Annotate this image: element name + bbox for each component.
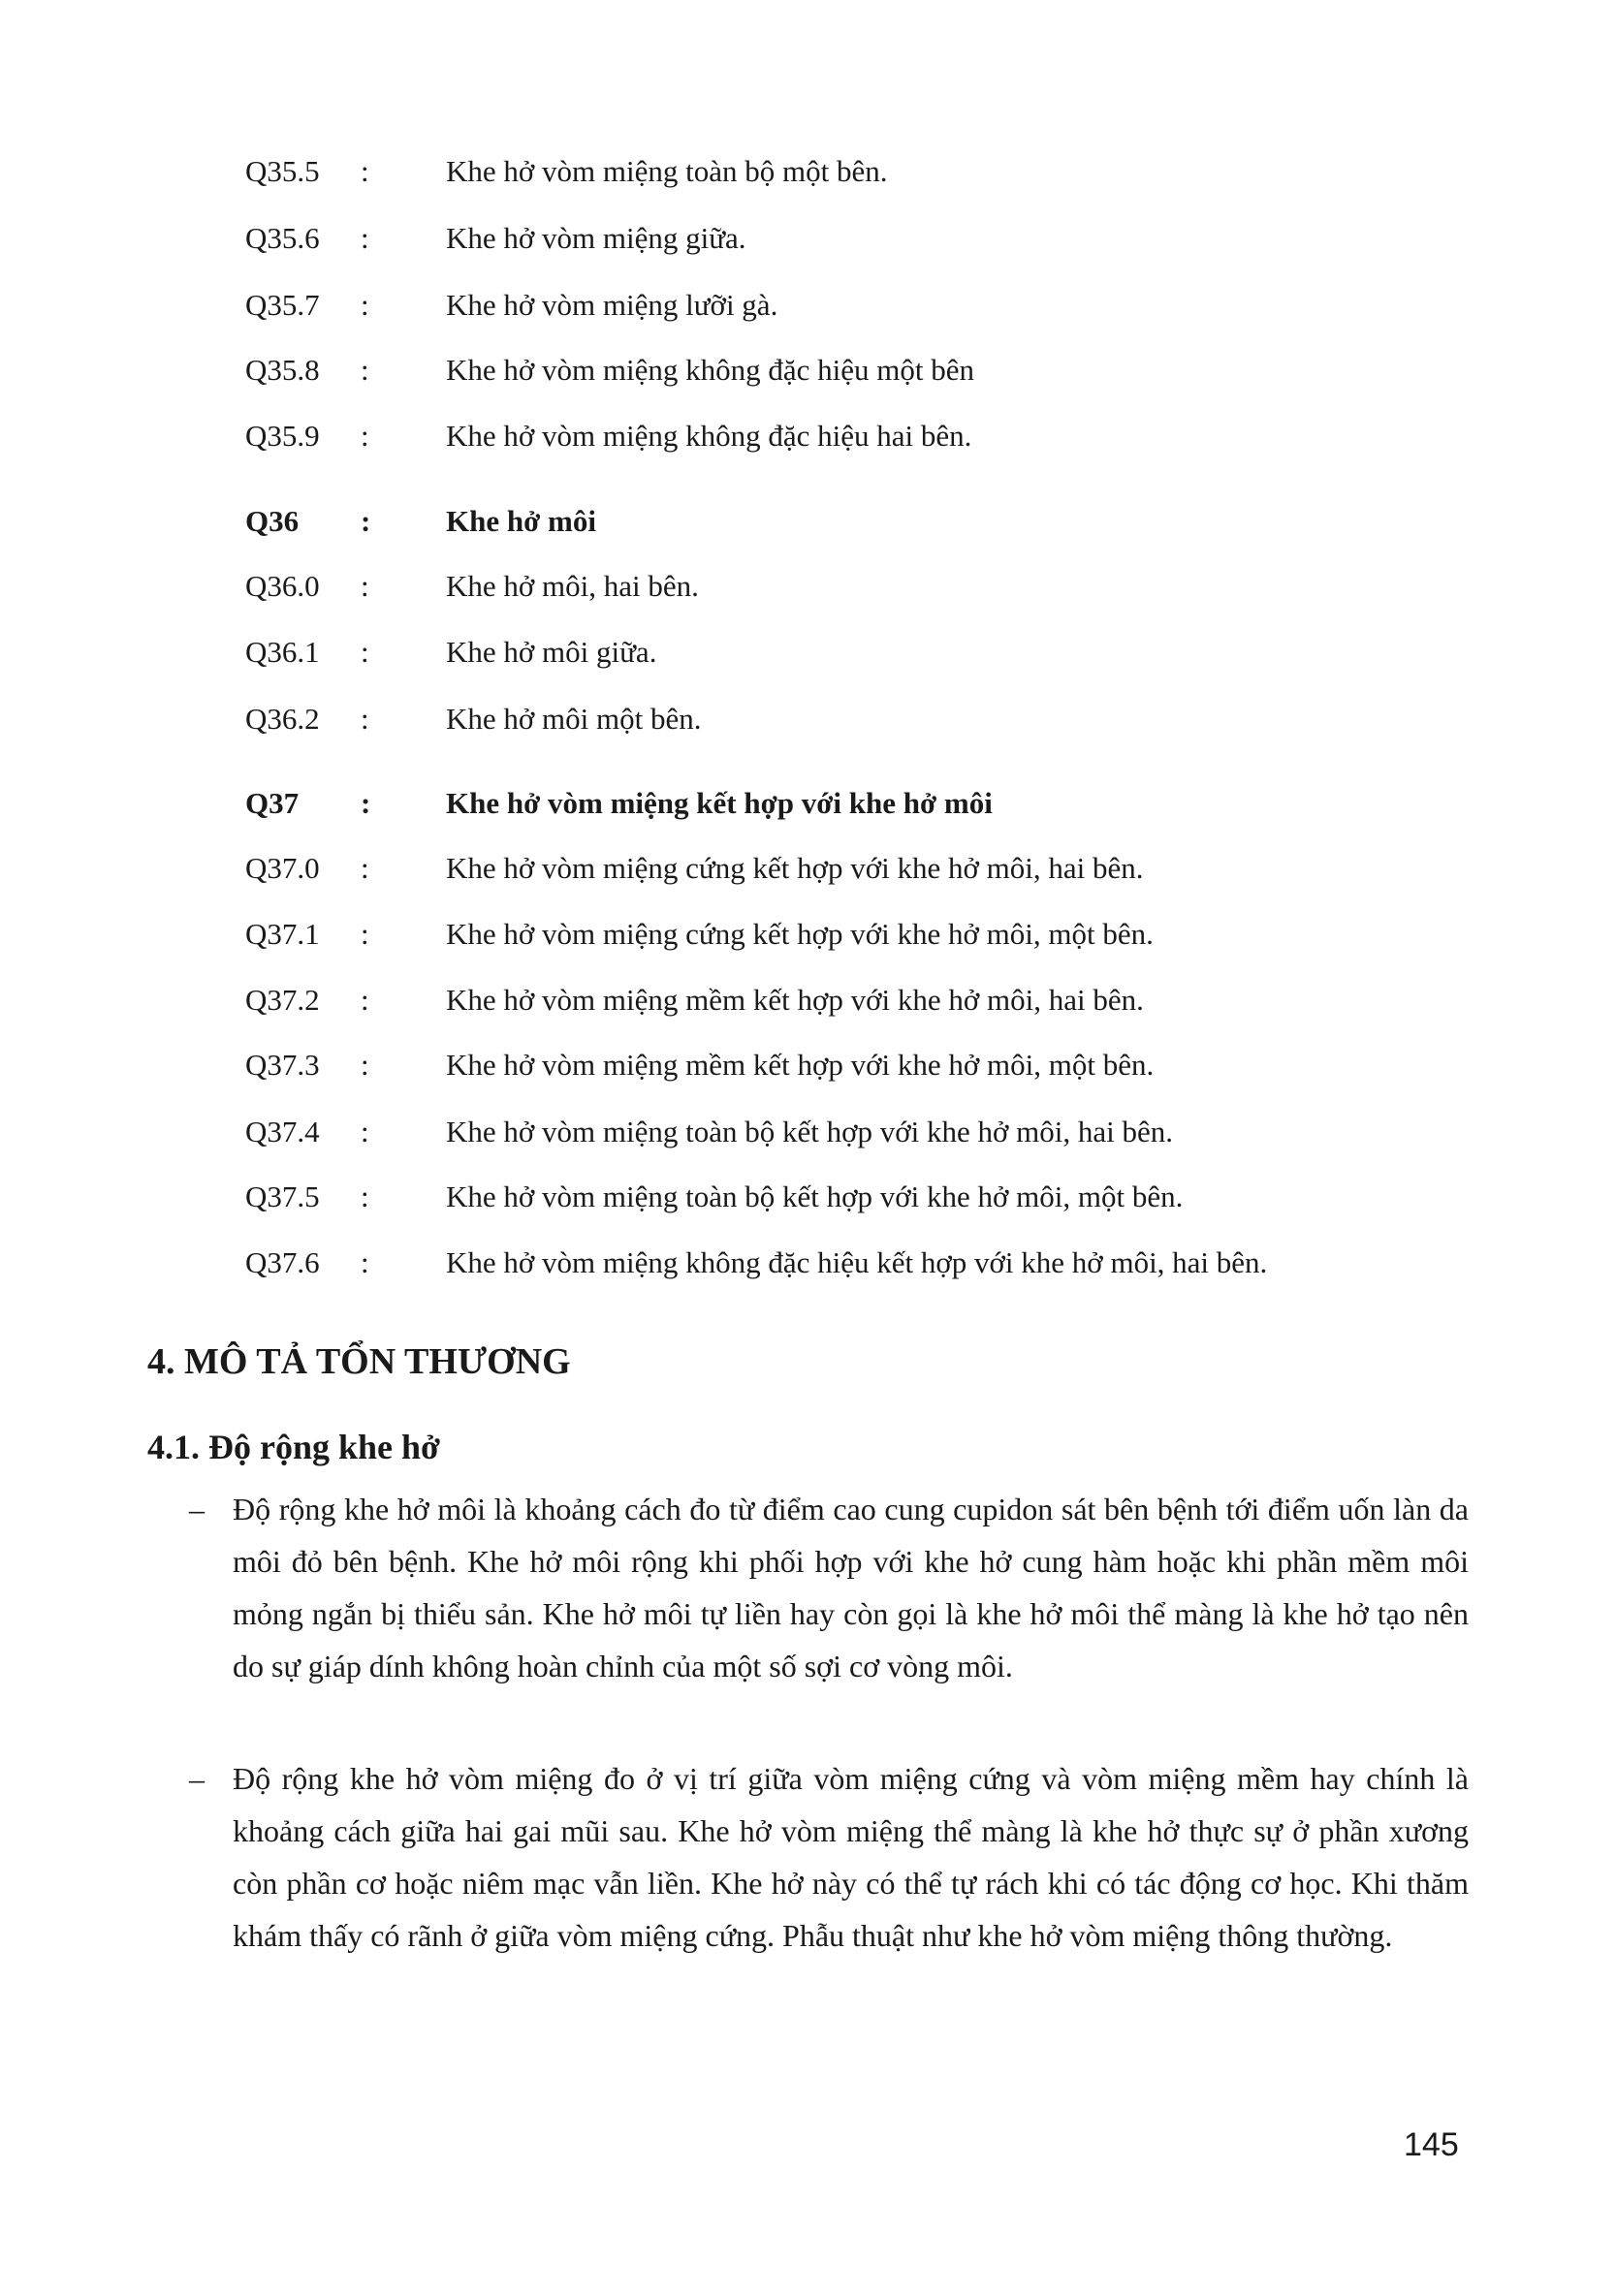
code-colon: : bbox=[361, 851, 369, 885]
bullet-paragraph bbox=[189, 1752, 1469, 1962]
code-colon: : bbox=[361, 1048, 369, 1082]
code-colon: : bbox=[361, 353, 369, 387]
code-label: Q37.3 bbox=[245, 1048, 320, 1082]
code-label: Q35.5 bbox=[245, 154, 320, 188]
code-description: Khe hở vòm miệng giữa. bbox=[446, 221, 746, 255]
code-colon: : bbox=[361, 288, 369, 322]
bullet-dash: – bbox=[189, 1492, 205, 1526]
code-colon: : bbox=[361, 702, 369, 736]
code-label: Q37.5 bbox=[245, 1179, 320, 1213]
code-label: Q36.2 bbox=[245, 702, 320, 736]
code-label: Q37.6 bbox=[245, 1245, 320, 1279]
bullet-text: Độ rộng khe hở môi là khoảng cách đo từ điểm cao cung cupidon sát bên bệnh tới điểm uốn làn da môi đỏ bên bệnh. Khe hở môi rộng khi phối hợp với khe hở cung hàm hoặc khi phần mềm môi mỏng ngắn bị thiểu sản. Khe hở môi tự liền hay còn gọi là khe hở môi thể màng là khe hở tạo nên do sự giáp dính không hoàn chỉnh của một số sợi cơ vòng môi. bbox=[233, 1492, 1469, 1683]
code-label: Q35.8 bbox=[245, 353, 320, 387]
code-label: Q37 bbox=[245, 786, 300, 820]
code-description: Khe hở vòm miệng lưỡi gà. bbox=[446, 288, 778, 322]
code-description: Khe hở vòm miệng mềm kết hợp với khe hở môi, một bên. bbox=[446, 1048, 1155, 1082]
bullet-text: Độ rộng khe hở vòm miệng đo ở vị trí giữa vòm miệng cứng và vòm miệng mềm hay chính là khoảng cách giữa hai gai mũi sau. Khe hở vòm miệng thể màng là khe hở thực sự ở phần xương còn phần cơ hoặc niêm mạc vẫn liền. Khe hở này có thể tự rách khi có tác động cơ học. Khi thăm khám thấy có rãnh ở giữa vòm miệng cứng. Phẫu thuật như khe hở vòm miệng thông thường. bbox=[233, 1761, 1469, 1953]
code-label: Q35.9 bbox=[245, 419, 320, 453]
code-description: Khe hở vòm miệng mềm kết hợp với khe hở môi, hai bên. bbox=[446, 983, 1144, 1017]
code-colon: : bbox=[361, 917, 369, 951]
code-colon: : bbox=[361, 504, 371, 538]
subsection-title: 4.1. Độ rộng khe hở bbox=[147, 1428, 440, 1466]
code-label: Q35.7 bbox=[245, 288, 320, 322]
code-colon: : bbox=[361, 1245, 369, 1279]
section-title: 4. MÔ TẢ TỔN THƯƠNG bbox=[147, 1341, 571, 1382]
code-description: Khe hở vòm miệng không đặc hiệu hai bên. bbox=[446, 419, 972, 453]
code-label: Q37.2 bbox=[245, 983, 320, 1017]
code-description: Khe hở môi giữa. bbox=[446, 635, 657, 669]
code-colon: : bbox=[361, 1179, 369, 1213]
code-description: Khe hở vòm miệng không đặc hiệu kết hợp với khe hở môi, hai bên. bbox=[446, 1245, 1268, 1279]
code-description: Khe hở môi, hai bên. bbox=[446, 569, 699, 603]
code-description: Khe hở vòm miệng cứng kết hợp với khe hở môi, một bên. bbox=[446, 917, 1154, 951]
code-colon: : bbox=[361, 569, 369, 603]
code-label: Q36.1 bbox=[245, 635, 320, 669]
code-colon: : bbox=[361, 419, 369, 453]
code-description: Khe hở môi một bên. bbox=[446, 702, 702, 736]
bullet-paragraph bbox=[189, 1483, 1469, 1692]
code-colon: : bbox=[361, 221, 369, 255]
code-description: Khe hở vòm miệng kết hợp với khe hở môi bbox=[446, 786, 993, 820]
code-colon: : bbox=[361, 983, 369, 1017]
bullet-dash: – bbox=[189, 1761, 205, 1796]
code-label: Q35.6 bbox=[245, 221, 320, 255]
code-colon: : bbox=[361, 154, 369, 188]
code-description: Khe hở môi bbox=[446, 504, 596, 538]
page-number: 145 bbox=[1404, 2126, 1459, 2163]
code-colon: : bbox=[361, 1115, 369, 1148]
code-description: Khe hở vòm miệng cứng kết hợp với khe hở môi, hai bên. bbox=[446, 851, 1144, 885]
code-label: Q37.0 bbox=[245, 851, 320, 885]
code-description: Khe hở vòm miệng không đặc hiệu một bên bbox=[446, 353, 975, 387]
code-label: Q36.0 bbox=[245, 569, 320, 603]
code-colon: : bbox=[361, 635, 369, 669]
code-label: Q37.1 bbox=[245, 917, 320, 951]
code-label: Q36 bbox=[245, 504, 300, 538]
code-label: Q37.4 bbox=[245, 1115, 320, 1148]
code-description: Khe hở vòm miệng toàn bộ kết hợp với khe hở môi, một bên. bbox=[446, 1179, 1184, 1213]
code-colon: : bbox=[361, 786, 371, 820]
code-description: Khe hở vòm miệng toàn bộ kết hợp với khe hở môi, hai bên. bbox=[446, 1115, 1174, 1148]
code-description: Khe hở vòm miệng toàn bộ một bên. bbox=[446, 154, 888, 188]
